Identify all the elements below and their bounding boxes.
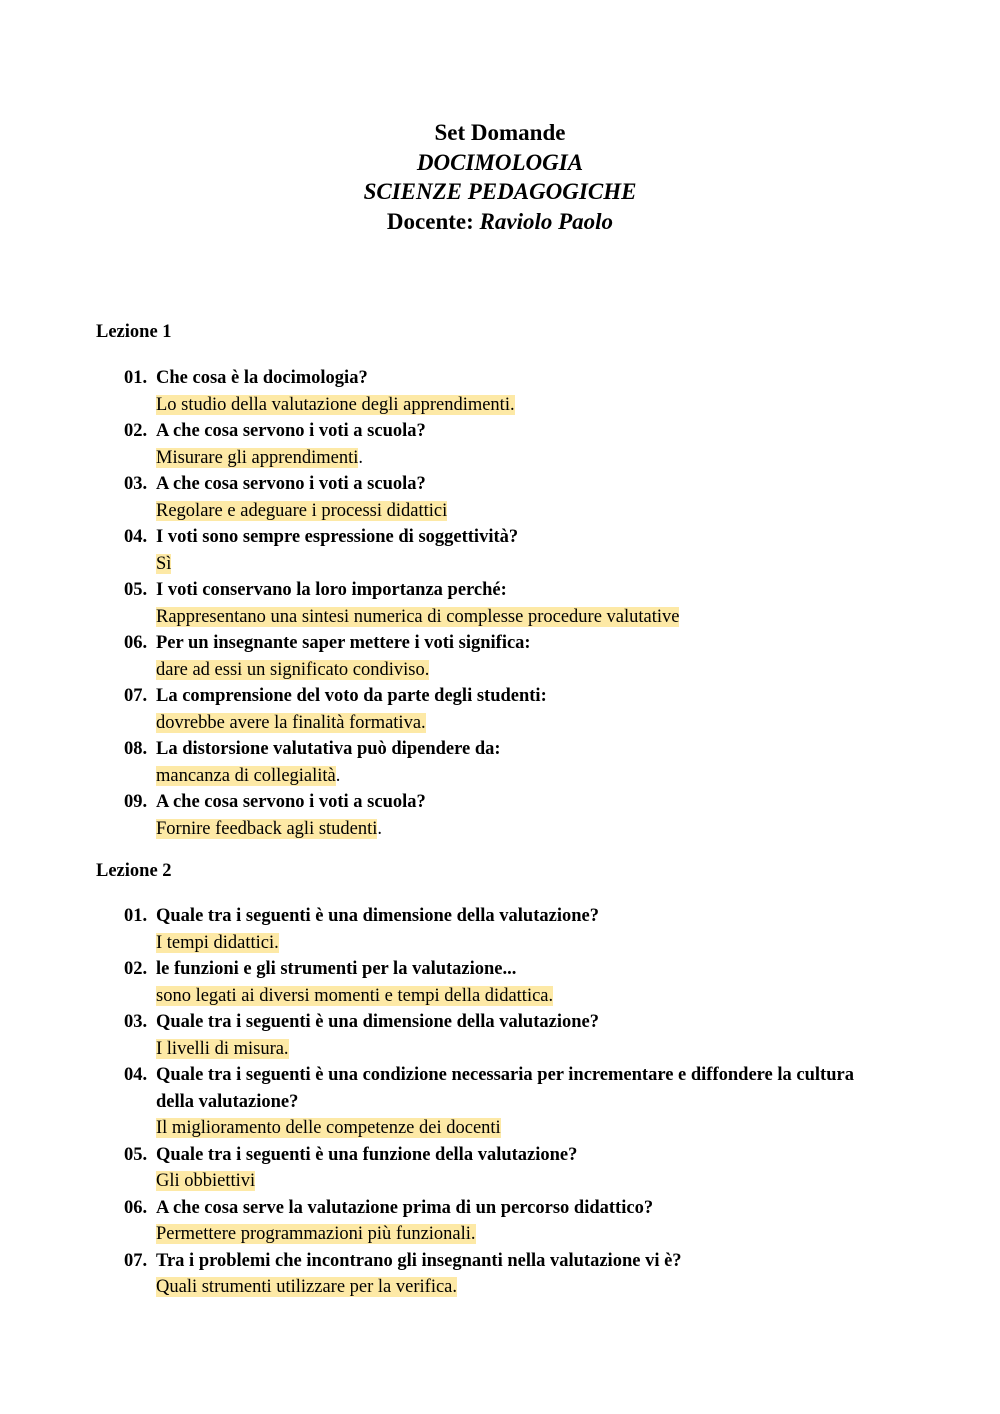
answer-highlight: Permettere programmazioni più funzionali. bbox=[156, 1224, 476, 1244]
question-number: 06. bbox=[124, 633, 148, 653]
answer-highlight: Lo studio della valutazione degli apprendimenti. bbox=[156, 394, 515, 415]
question-text: 07. Tra i problemi che incontrano gli insegnanti nella valutazione vi è? bbox=[124, 1248, 884, 1275]
question-number: 07. bbox=[124, 1250, 148, 1271]
question-item bbox=[124, 418, 884, 471]
answer-highlight: dare ad essi un significato condiviso. bbox=[156, 659, 430, 680]
answer-highlight: Misurare gli apprendimenti bbox=[156, 447, 359, 468]
question-number: 01. bbox=[124, 368, 148, 388]
teacher-name: Raviolo Paolo bbox=[479, 208, 614, 234]
answer-text bbox=[124, 710, 884, 737]
question-text: 02. le funzioni e gli strumenti per la valutazione... bbox=[124, 956, 884, 983]
document-title: Set Domande bbox=[434, 120, 566, 145]
question-item bbox=[124, 524, 884, 577]
question-text: 06. Per un insegnante saper mettere i voti significa: bbox=[124, 630, 884, 657]
answer-text: Fornire feedback agli studenti. bbox=[156, 818, 383, 839]
question-number: 08. bbox=[124, 739, 148, 759]
answer-highlight: dovrebbe avere la finalità formativa. bbox=[156, 712, 426, 733]
question-text: 04. Quale tra i seguenti è una condizione necessaria per incrementare e diffondere la cultura della valutazione? bbox=[124, 1062, 884, 1115]
question-item bbox=[124, 1009, 884, 1062]
question-item bbox=[124, 1142, 884, 1195]
question-text: 02. A che cosa servono i voti a scuola? bbox=[124, 418, 884, 445]
question-number: 09. bbox=[124, 792, 148, 812]
answer-highlight: Fornire feedback agli studenti bbox=[156, 818, 378, 839]
question-number: 05. bbox=[124, 1144, 148, 1165]
lesson-1-title: Lezione 1 bbox=[96, 322, 172, 342]
answer-highlight: Gli obbiettivi bbox=[156, 1171, 256, 1191]
question-text: 05. I voti conservano la loro importanza perché: bbox=[124, 577, 884, 604]
answer-highlight: Rappresentano una sintesi numerica di complesse procedure valutative bbox=[156, 606, 680, 627]
lesson-1-questions bbox=[124, 365, 884, 842]
question-number: 03. bbox=[124, 474, 148, 494]
answer-text bbox=[124, 657, 884, 684]
question-text: 04. I voti sono sempre espressione di soggettività? bbox=[124, 524, 884, 551]
question-item bbox=[124, 365, 884, 418]
question-item bbox=[124, 577, 884, 630]
question-text: 09. A che cosa servono i voti a scuola? bbox=[124, 789, 884, 816]
question-text: 07. La comprensione del voto da parte degli studenti: bbox=[124, 683, 884, 710]
document-header bbox=[0, 118, 1000, 236]
course-name: DOCIMOLOGIA bbox=[416, 149, 584, 175]
answer-highlight: mancanza di collegialità bbox=[156, 765, 336, 786]
question-item bbox=[124, 736, 884, 789]
answer-highlight: I livelli di misura. bbox=[156, 1038, 289, 1059]
question-number: 04. bbox=[124, 1065, 148, 1085]
question-number: 07. bbox=[124, 686, 148, 706]
question-text: 01. Che cosa è la docimologia? bbox=[124, 365, 884, 392]
question-number: 04. bbox=[124, 527, 148, 547]
answer-highlight: Il miglioramento delle competenze dei docenti bbox=[156, 1118, 501, 1138]
answer-text: Misurare gli apprendimenti. bbox=[156, 447, 364, 468]
lesson-2-questions bbox=[124, 903, 884, 1301]
answer-highlight: sono legati ai diversi momenti e tempi della didattica. bbox=[156, 985, 554, 1006]
question-number: 01. bbox=[124, 906, 148, 926]
answer-text bbox=[124, 551, 884, 578]
teacher-line bbox=[0, 207, 1000, 237]
question-item bbox=[124, 683, 884, 736]
question-text: 05. Quale tra i seguenti è una funzione della valutazione? bbox=[124, 1142, 884, 1169]
answer-text bbox=[124, 498, 884, 525]
answer-text bbox=[124, 930, 884, 957]
answer-highlight: Quali strumenti utilizzare per la verifica. bbox=[156, 1277, 458, 1297]
answer-text bbox=[124, 1036, 884, 1063]
answer-text bbox=[124, 1168, 884, 1195]
question-number: 03. bbox=[124, 1012, 148, 1032]
question-item bbox=[124, 471, 884, 524]
question-text: 01. Quale tra i seguenti è una dimensione della valutazione? bbox=[124, 903, 884, 930]
question-number: 05. bbox=[124, 580, 148, 600]
question-item bbox=[124, 956, 884, 1009]
question-number: 06. bbox=[124, 1197, 148, 1218]
teacher-label: Docente: bbox=[386, 208, 474, 234]
question-item bbox=[124, 630, 884, 683]
answer-text bbox=[124, 1221, 884, 1248]
question-item bbox=[124, 789, 884, 842]
degree-name: SCIENZE PEDAGOGICHE bbox=[363, 179, 637, 204]
answer-text bbox=[124, 1274, 884, 1301]
question-text: 08. La distorsione valutativa può dipendere da: bbox=[124, 736, 884, 763]
question-item bbox=[124, 1062, 884, 1142]
question-item bbox=[124, 903, 884, 956]
answer-text bbox=[124, 604, 884, 631]
answer-highlight: I tempi didattici. bbox=[156, 932, 279, 953]
answer-highlight: Sì bbox=[156, 553, 172, 574]
answer-text bbox=[124, 392, 884, 419]
question-text: 03. Quale tra i seguenti è una dimensione della valutazione? bbox=[124, 1009, 884, 1036]
question-text: 06. A che cosa serve la valutazione prima di un percorso didattico? bbox=[124, 1195, 884, 1222]
answer-text bbox=[124, 1115, 884, 1142]
question-item bbox=[124, 1195, 884, 1248]
answer-text: mancanza di collegialità. bbox=[156, 765, 341, 786]
question-text: 03. A che cosa servono i voti a scuola? bbox=[124, 471, 884, 498]
answer-text bbox=[124, 983, 884, 1010]
question-item bbox=[124, 1248, 884, 1301]
lesson-2-title: Lezione 2 bbox=[96, 861, 172, 881]
answer-highlight: Regolare e adeguare i processi didattici bbox=[156, 500, 448, 521]
question-number: 02. bbox=[124, 421, 148, 441]
question-number: 02. bbox=[124, 959, 148, 979]
